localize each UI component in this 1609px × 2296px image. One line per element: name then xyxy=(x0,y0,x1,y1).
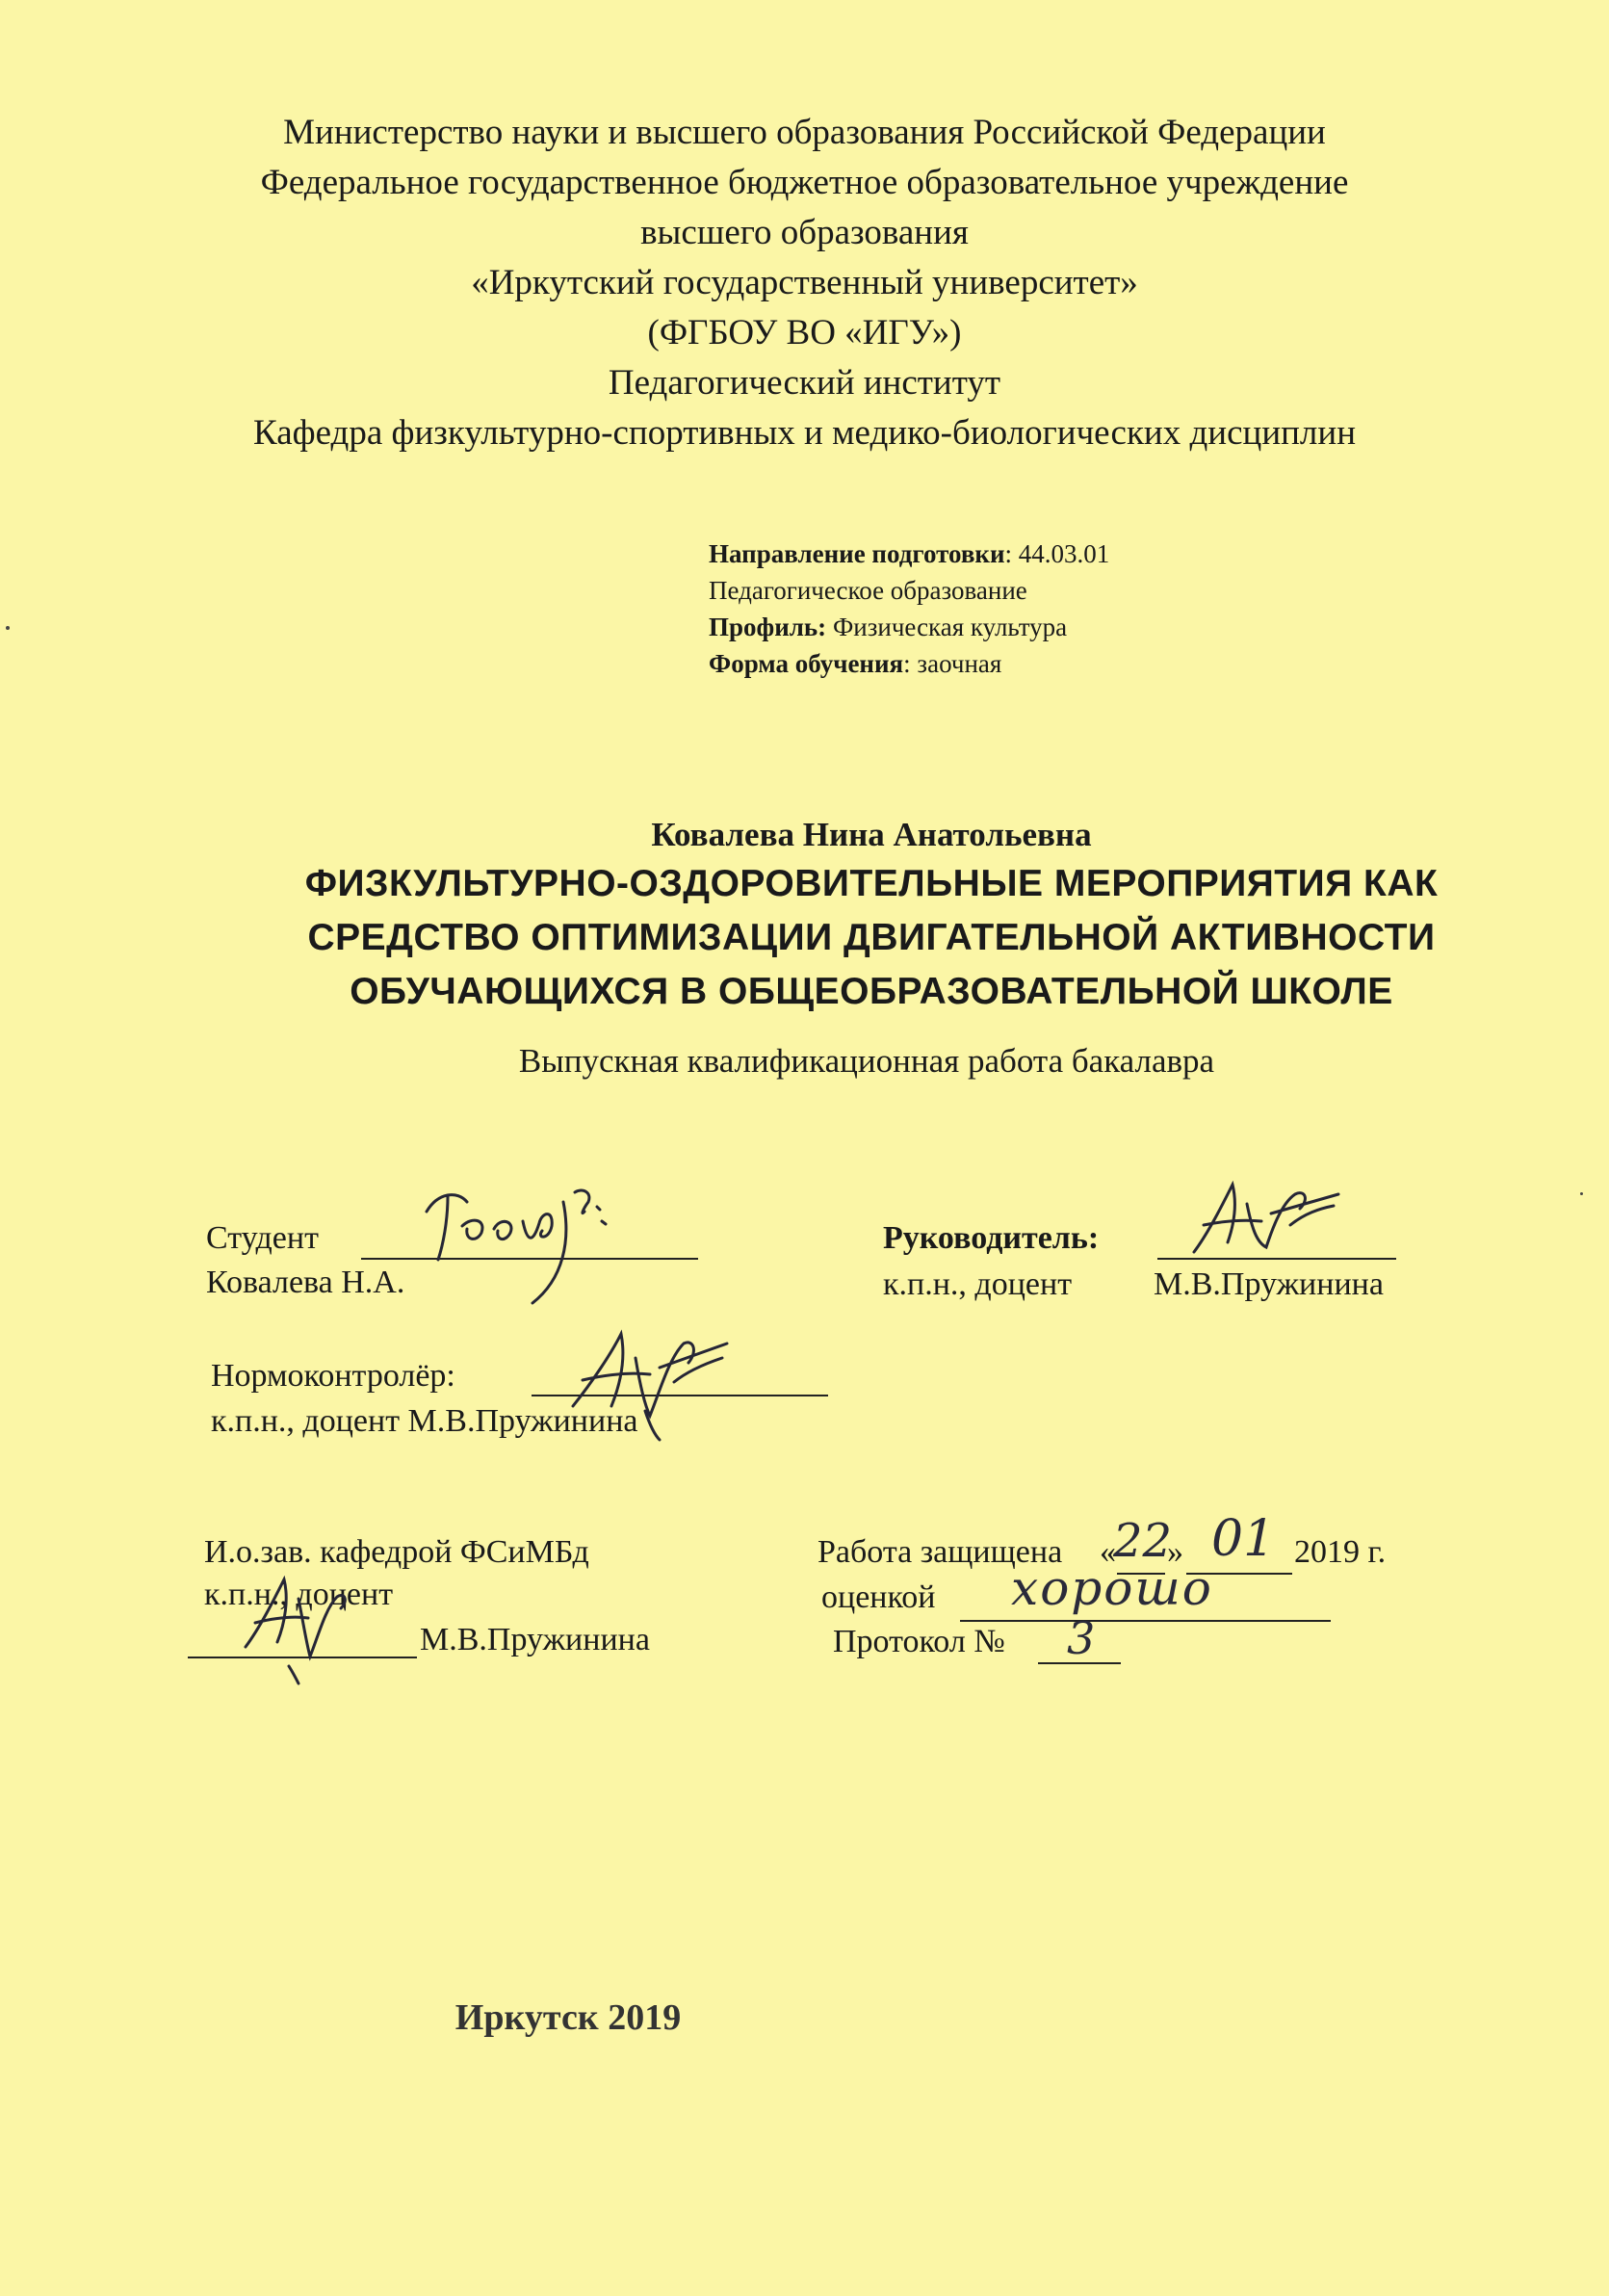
profile-label: Профиль: xyxy=(709,613,827,641)
university-abbr-line: (ФГБОУ ВО «ИГУ») xyxy=(647,313,962,352)
student-name: Ковалева Н.А. xyxy=(206,1265,405,1300)
ministry-line: Министерство науки и высшего образования Российской Федерации xyxy=(283,113,1326,152)
thesis-title xyxy=(0,857,1609,1019)
head-label: И.о.зав. кафедрой ФСиМБд xyxy=(204,1534,589,1570)
work-type: Выпускная квалификационная работа бакалавра xyxy=(518,1042,1215,1080)
institution-type-line: Федеральное государственное бюджетное образовательное учреждение xyxy=(260,163,1349,202)
normcontrol-name: к.п.н., доцент М.В.Пружинина xyxy=(211,1403,638,1439)
grade-line xyxy=(960,1620,1331,1622)
profile-value: Физическая культура xyxy=(826,613,1068,641)
specialization-block xyxy=(709,535,1109,682)
direction-name: Педагогическое образование xyxy=(709,576,1027,605)
supervisor-degree: к.п.н., доцент xyxy=(883,1266,1073,1302)
direction-label: Направление подготовки xyxy=(709,539,1005,568)
scan-speck xyxy=(6,626,10,630)
protocol-label: Протокол № xyxy=(833,1624,1005,1659)
supervisor-signature xyxy=(1175,1165,1358,1271)
protocol-value: 3 xyxy=(1067,1612,1096,1664)
defense-label: Работа защищена xyxy=(817,1534,1063,1570)
thesis-title-line: СРЕДСТВО ОПТИМИЗАЦИИ ДВИГАТЕЛЬНОЙ АКТИВНОСТИ xyxy=(307,917,1436,958)
department-line: Кафедра физкультурно-спортивных и медико-биологических дисциплин xyxy=(253,413,1356,453)
form-value: : заочная xyxy=(903,649,1002,678)
city-year: Иркутск 2019 xyxy=(454,1997,682,2038)
defense-month: 01 xyxy=(1211,1510,1276,1568)
thesis-title-line: ФИЗКУЛЬТУРНО-ОЗДОРОВИТЕЛЬНЫЕ МЕРОПРИЯТИЯ КАК xyxy=(304,863,1439,904)
head-signature xyxy=(231,1560,366,1685)
defense-day: 22 xyxy=(1113,1514,1173,1568)
thesis-title-line: ОБУЧАЮЩИХСЯ В ОБЩЕОБРАЗОВАТЕЛЬНОЙ ШКОЛЕ xyxy=(350,971,1393,1012)
grade-label: оценкой xyxy=(821,1579,936,1615)
education-level-line: высшего образования xyxy=(640,213,969,252)
direction-value: : 44.03.01 xyxy=(1004,539,1110,568)
institution-header xyxy=(0,108,1609,458)
head-degree: к.п.н., доцент xyxy=(204,1577,394,1612)
university-name-line: «Иркутский государственный университет» xyxy=(471,263,1138,302)
scan-speck xyxy=(1580,1192,1583,1195)
defense-open-quote: « xyxy=(1100,1534,1116,1570)
defense-year: 2019 г. xyxy=(1294,1534,1387,1570)
supervisor-name: М.В.Пружинина xyxy=(1154,1266,1384,1302)
author-name: Ковалева Нина Анатольевна xyxy=(651,816,1092,853)
supervisor-label: Руководитель: xyxy=(883,1220,1100,1256)
institute-line: Педагогический институт xyxy=(608,363,1001,403)
form-label: Форма обучения xyxy=(709,649,904,678)
head-name: М.В.Пружинина xyxy=(420,1622,650,1657)
normcontrol-signature xyxy=(554,1315,737,1449)
student-label: Студент xyxy=(206,1220,319,1256)
defense-close-quote: » xyxy=(1167,1534,1183,1570)
student-signature xyxy=(419,1173,640,1308)
grade-value: хорошо xyxy=(1011,1560,1213,1616)
normcontrol-label: Нормоконтролёр: xyxy=(211,1358,455,1394)
